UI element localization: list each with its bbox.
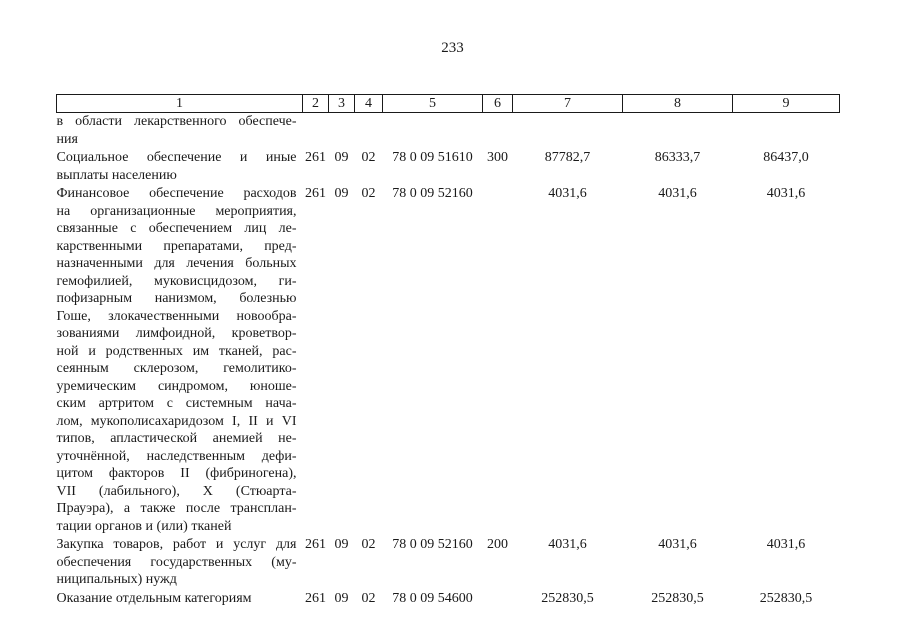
description-line: Закупка товаров, работ и услуг для	[56, 537, 297, 552]
cell-col4: 02	[361, 150, 376, 165]
cell-col6	[483, 590, 513, 609]
row-description	[57, 536, 303, 590]
cell-col2: 261	[305, 150, 326, 165]
cell-col6	[483, 185, 513, 536]
description-line: типов, апластической анемией не-	[56, 431, 297, 446]
cell-col7	[513, 113, 623, 150]
description-line: Финансовое обеспечение расходов	[56, 186, 297, 201]
row-description	[57, 185, 303, 536]
description-line: Оказание отдельным категориям	[56, 590, 252, 606]
header-col-4: 4	[355, 95, 383, 113]
cell-col2	[303, 113, 329, 150]
header-col-2: 2	[303, 95, 329, 113]
description-line: карственными препаратами, пред-	[56, 238, 297, 254]
description-line: Гоше, злокачественными новообра-	[56, 308, 297, 324]
cell-col2: 261	[305, 537, 326, 552]
cell-col9: 252830,5	[759, 590, 813, 606]
cell-col3: 09	[334, 537, 349, 552]
description-line: гемофилией, муковисцидозом, ги-	[56, 273, 297, 289]
cell-col9: 86437,0	[763, 150, 809, 165]
cell-col6	[483, 113, 513, 150]
cell-col2: 261	[305, 186, 326, 201]
description-line: тации органов и (или) тканей	[56, 518, 232, 534]
description-line: Прауэра), а также после трансплан-	[56, 501, 297, 516]
description-line: обеспечения государственных (му-	[56, 554, 297, 570]
cell-col4: 02	[361, 186, 376, 201]
description-line: выплаты населению	[56, 167, 177, 183]
cell-col3: 09	[334, 150, 349, 165]
cell-col8: 86333,7	[654, 150, 701, 165]
cell-col9: 4031,6	[766, 537, 806, 552]
cell-col7: 87782,7	[544, 150, 591, 165]
header-col-3: 3	[329, 95, 355, 113]
table-row	[57, 113, 840, 150]
cell-col8: 4031,6	[658, 186, 697, 201]
header-col-5: 5	[383, 95, 483, 113]
description-line: VII (лабильного), X (Стюарта-	[56, 483, 297, 499]
cell-col3: 09	[334, 186, 349, 201]
cell-col3	[329, 113, 355, 150]
description-line: связанные с обеспечением лиц ле-	[56, 221, 297, 236]
cell-col4: 02	[361, 537, 376, 552]
description-line: ниципальных) нужд	[56, 572, 177, 587]
cell-col8: 252830,5	[651, 590, 704, 606]
description-line: сеянным склерозом, гемолитико-	[56, 361, 297, 376]
table-row	[57, 590, 840, 609]
header-col-6: 6	[483, 95, 513, 113]
description-line: назначенными для лечения больных	[56, 256, 297, 271]
cell-col4	[355, 113, 383, 150]
table-header-row	[57, 95, 840, 113]
cell-col5	[383, 113, 483, 150]
page-number: 233	[441, 40, 464, 56]
header-col-9: 9	[733, 95, 840, 113]
table-row	[57, 149, 840, 185]
cell-col7: 252830,5	[541, 590, 594, 606]
row-description	[57, 149, 303, 185]
cell-col4: 02	[361, 590, 376, 606]
cell-col7: 4031,6	[548, 537, 587, 552]
table-row	[57, 185, 840, 536]
description-line: ским артритом с системным нача-	[56, 396, 297, 411]
row-description	[57, 590, 303, 609]
row-description	[57, 113, 303, 150]
header-col-1: 1	[57, 95, 303, 113]
table-row	[57, 536, 840, 590]
cell-col5: 78 0 09 52160	[392, 537, 473, 552]
description-line: пофизарным нанизмом, болезнью	[56, 291, 297, 306]
description-line: в области лекарственного обеспече-	[56, 114, 297, 129]
description-line: лом, мукополисахаридозом I, II и VI	[56, 413, 297, 429]
cell-col5: 78 0 09 54600	[392, 590, 473, 606]
cell-col5: 78 0 09 51610	[392, 150, 473, 165]
description-line: зованиями лимфоидной, кроветвор-	[56, 326, 297, 341]
header-col-8: 8	[623, 95, 733, 113]
budget-table	[56, 94, 840, 608]
cell-col2: 261	[305, 590, 326, 606]
cell-col9	[733, 113, 840, 150]
table-body	[57, 113, 840, 609]
cell-col6: 200	[487, 537, 508, 552]
cell-col8: 4031,6	[658, 537, 697, 552]
description-line: цитом факторов II (фибриногена),	[56, 466, 297, 481]
cell-col3: 09	[334, 590, 349, 606]
cell-col9: 4031,6	[766, 186, 806, 201]
cell-col6: 300	[487, 150, 508, 165]
description-line: уремическим синдромом, юноше-	[56, 378, 297, 394]
header-col-7: 7	[513, 95, 623, 113]
cell-col7: 4031,6	[548, 186, 587, 201]
cell-col8	[623, 113, 733, 150]
description-line: Социальное обеспечение и иные	[56, 150, 297, 165]
description-line: ния	[56, 131, 78, 147]
cell-col5: 78 0 09 52160	[392, 186, 473, 201]
description-line: уточнённой, наследственным дефи-	[56, 448, 297, 464]
description-line: ной и родственных им тканей, рас-	[56, 343, 297, 359]
description-line: на организационные мероприятия,	[56, 203, 297, 219]
